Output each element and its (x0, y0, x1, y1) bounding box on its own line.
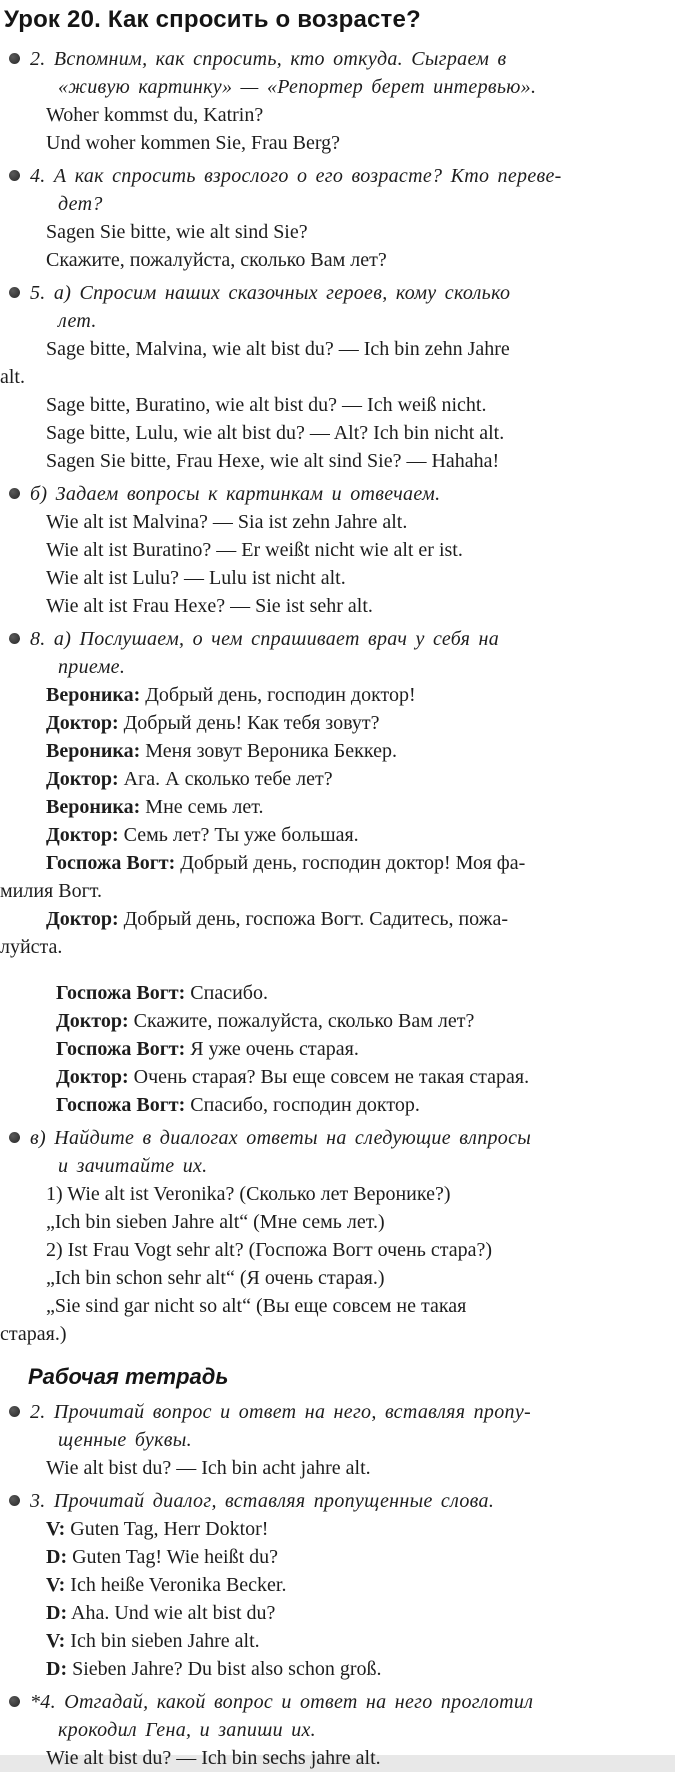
speaker-name: V: (46, 1574, 66, 1596)
example-line: Und woher kommen Sie, Frau Berg? (46, 132, 341, 154)
example-line: Sagen Sie bitte, wie alt sind Sie? (46, 221, 308, 243)
instruction-line: 2. Прочитай вопрос и ответ на него, вставляя пропу- (30, 1401, 531, 1423)
example-line: Wie alt bist du? — Ich bin acht jahre alt. (46, 1457, 371, 1479)
example-text-continuation: старая.) (0, 1323, 67, 1345)
dialog-line (0, 1007, 661, 1035)
exercise-instruction (0, 1124, 661, 1180)
speaker-name: Госпожа Вогт: (46, 852, 176, 874)
speaker-name: Доктор: (46, 908, 119, 930)
instruction-line: в) Найдите в диалогах ответы на следующие влпросы (30, 1127, 532, 1149)
speaker-name: Вероника: (46, 796, 141, 818)
speaker-name: Доктор: (46, 768, 119, 790)
instruction-line: 4. А как спросить взрослого о его возрасте? Кто переве- (30, 165, 562, 187)
exercise-5b-picture-questions (0, 480, 661, 620)
speaker-name: Доктор: (56, 1066, 129, 1088)
dialog-text: Спасибо, господин доктор. (185, 1094, 420, 1116)
exercise-instruction (0, 625, 661, 681)
example-line: Sage bitte, Buratino, wie alt bist du? — Ich weiß nicht. (46, 394, 487, 416)
exercise-instruction (0, 279, 661, 335)
exercise-instruction (0, 1487, 661, 1515)
example-line (0, 1292, 661, 1348)
exercise-instruction (0, 480, 661, 508)
exercise-4-adult-question (0, 162, 661, 274)
instruction-line: щенные буквы. (58, 1429, 192, 1451)
speaker-name: Вероника: (46, 740, 141, 762)
dialog-text: Добрый день! Как тебя зовут? (118, 712, 380, 734)
exercise-instruction (0, 45, 661, 101)
speaker-name: V: (46, 1630, 66, 1652)
example-line: Woher kommst du, Katrin? (46, 104, 264, 126)
dialog-text: Я уже очень старая. (185, 1038, 359, 1060)
dialog-line (0, 1655, 661, 1683)
instruction-line: *4. Отгадай, какой вопрос и ответ на него проглотил (30, 1691, 534, 1713)
example-line: „Ich bin schon sehr alt“ (Я очень старая.) (46, 1267, 385, 1289)
dialog-text: Guten Tag, Herr Doktor! (65, 1518, 269, 1540)
exercise-bullet-icon (9, 53, 20, 64)
example-line: Wie alt bist du? — Ich bin sechs jahre alt. (46, 1747, 381, 1769)
instruction-line: и зачитайте их. (58, 1155, 208, 1177)
dialog-text: Ага. А сколько тебе лет? (118, 768, 333, 790)
dialog-line (0, 709, 661, 737)
example-line (0, 335, 661, 391)
exercise-8a-doctor-dialog (0, 625, 661, 1119)
instruction-line: 3. Прочитай диалог, вставляя пропущенные слова. (30, 1490, 495, 1512)
example-line: „Ich bin sieben Jahre alt“ (Мне семь лет.) (46, 1211, 385, 1233)
dialog-line (0, 1571, 661, 1599)
exercise-bullet-icon (9, 488, 20, 499)
instruction-line: «живую картинку» — «Репортер берет интервью». (58, 76, 537, 98)
speaker-name: D: (46, 1658, 68, 1680)
exercise-bullet-icon (9, 633, 20, 644)
speaker-name: Вероника: (46, 684, 141, 706)
speaker-name: Госпожа Вогт: (56, 1038, 186, 1060)
dialog-line (0, 905, 661, 961)
example-line: Скажите, пожалуйста, сколько Вам лет? (46, 249, 387, 271)
exercise-bullet-icon (9, 1132, 20, 1143)
example-line: Wie alt ist Lulu? — Lulu ist nicht alt. (46, 567, 346, 589)
dialog-line (0, 737, 661, 765)
speaker-name: Госпожа Вогт: (56, 982, 186, 1004)
exercise-bullet-icon (9, 170, 20, 181)
example-text-continuation: alt. (0, 366, 25, 388)
exercise-instruction (0, 162, 661, 218)
instruction-line: 2. Вспомним, как спросить, кто откуда. Сыграем в (30, 48, 507, 70)
example-line: Wie alt ist Buratino? — Er weißt nicht wie alt er ist. (46, 539, 463, 561)
dialog-text: Sieben Jahre? Du bist also schon groß. (67, 1658, 382, 1680)
speaker-name: Доктор: (46, 824, 119, 846)
dialog-text: Ich heiße Veronika Becker. (65, 1574, 287, 1596)
dialog-text: Семь лет? Ты уже большая. (118, 824, 359, 846)
instruction-line: 8. а) Послушаем, о чем спрашивает врач у себя на (30, 628, 500, 650)
speaker-name: D: (46, 1602, 68, 1624)
dialog-line (0, 821, 661, 849)
workbook-exercise-4-crocodile-riddle (0, 1688, 661, 1772)
dialog-text: Guten Tag! Wie heißt du? (67, 1546, 278, 1568)
dialog-line (0, 849, 661, 905)
exercise-bullet-icon (9, 1495, 20, 1506)
workbook-exercise-2-missing-letters (0, 1398, 661, 1482)
example-line: 1) Wie alt ist Veronika? (Сколько лет Веронике?) (46, 1183, 451, 1205)
dialog-line (0, 681, 661, 709)
instruction-line: дет? (58, 193, 103, 215)
dialog-line (0, 1599, 661, 1627)
example-line: Wie alt ist Malvina? — Sia ist zehn Jahre alt. (46, 511, 408, 533)
workbook-exercise-3-missing-words (0, 1487, 661, 1683)
speaker-name: D: (46, 1546, 68, 1568)
speaker-name: Доктор: (56, 1010, 129, 1032)
exercise-2-roleplay (0, 45, 661, 157)
dialog-text: Спасибо. (185, 982, 268, 1004)
dialog-line (0, 1515, 661, 1543)
speaker-name: Госпожа Вогт: (56, 1094, 186, 1116)
example-text: „Sie sind gar nicht so alt“ (Вы еще совсем не такая (46, 1295, 467, 1317)
dialog-text: Очень старая? Вы еще совсем не такая старая. (128, 1066, 530, 1088)
exercise-bullet-icon (9, 287, 20, 298)
lesson-title: Урок 20. Как спросить о возрасте? (4, 6, 421, 33)
dialog-text-continuation: луйста. (0, 936, 63, 958)
workbook-heading: Рабочая тетрадь (28, 1364, 229, 1389)
exercise-instruction (0, 1688, 661, 1744)
instruction-line: крокодил Гена, и запиши их. (58, 1719, 316, 1741)
dialog-text: Ich bin sieben Jahre alt. (65, 1630, 260, 1652)
dialog-text: Скажите, пожалуйста, сколько Вам лет? (128, 1010, 475, 1032)
dialog-text: Добрый день, госпожа Вогт. Садитесь, пожа- (118, 908, 509, 930)
dialog-text: Добрый день, господин доктор! Моя фа- (175, 852, 526, 874)
exercise-5a-fairytale-heroes (0, 279, 661, 475)
dialog-line (0, 765, 661, 793)
dialog-line (0, 1035, 661, 1063)
exercise-instruction (0, 1398, 661, 1454)
example-line: 2) Ist Frau Vogt sehr alt? (Госпожа Вогт очень стара?) (46, 1239, 492, 1261)
dialog-text: Добрый день, господин доктор! (140, 684, 416, 706)
instruction-line: 5. а) Спросим наших сказочных героев, кому сколько (30, 282, 511, 304)
speaker-name: Доктор: (46, 712, 119, 734)
dialog-line (0, 1063, 661, 1091)
example-line: Sagen Sie bitte, Frau Hexe, wie alt sind Sie? — Hahaha! (46, 450, 500, 472)
speaker-name: V: (46, 1518, 66, 1540)
dialog-text: Мне семь лет. (140, 796, 264, 818)
dialog-text: Aha. Und wie alt bist du? (67, 1602, 276, 1624)
example-line: Sage bitte, Lulu, wie alt bist du? — Alt? Ich bin nicht alt. (46, 422, 505, 444)
instruction-line: б) Задаем вопросы к картинкам и отвечаем. (30, 483, 441, 505)
example-line: Wie alt ist Frau Hexe? — Sie ist sehr alt. (46, 595, 373, 617)
dialog-line (0, 1627, 661, 1655)
dialog-text: Меня зовут Вероника Беккер. (140, 740, 397, 762)
instruction-line: приеме. (58, 656, 126, 678)
dialog-line (0, 793, 661, 821)
dialog-line (0, 1543, 661, 1571)
dialog-text-continuation: милия Вогт. (0, 880, 103, 902)
instruction-line: лет. (58, 310, 97, 332)
example-text: Sage bitte, Malvina, wie alt bist du? — Ich bin zehn Jahre (46, 338, 510, 360)
exercise-8v-find-answers (0, 1124, 661, 1348)
exercise-bullet-icon (9, 1406, 20, 1417)
dialog-line (0, 979, 661, 1007)
dialog-line (0, 1091, 661, 1119)
exercise-bullet-icon (9, 1696, 20, 1707)
